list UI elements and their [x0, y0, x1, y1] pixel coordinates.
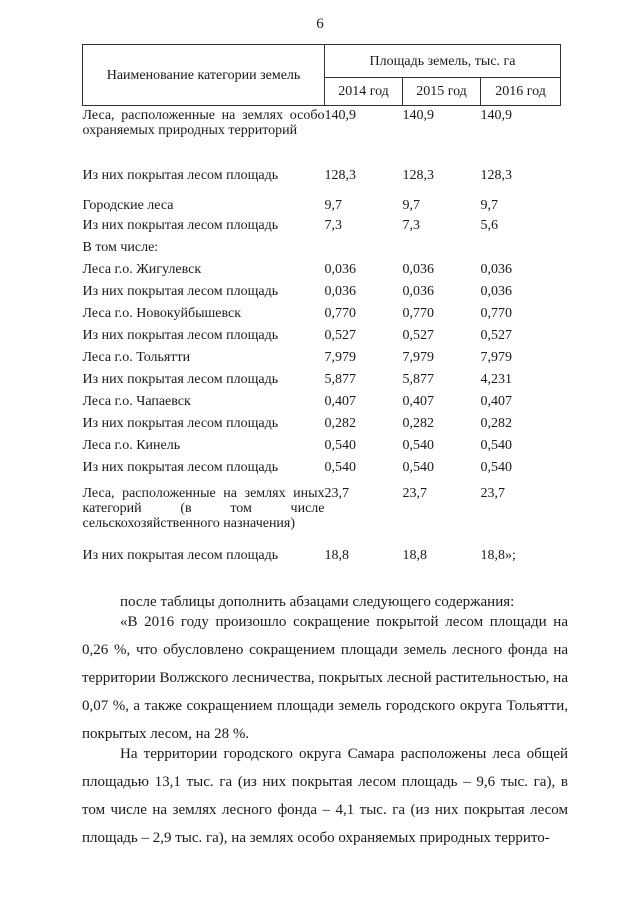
table-row	[83, 548, 561, 570]
value-2014: 0,540	[324, 460, 356, 475]
value-2016: 23,7	[480, 486, 505, 501]
header-land-area: Площадь земель, тыс. га	[325, 45, 561, 78]
row-name: Леса г.о. Новокуйбышевск	[82, 306, 242, 321]
value-2015: 0,540	[402, 438, 434, 453]
table-row	[83, 372, 561, 394]
value-2014: 128,3	[324, 168, 356, 183]
value-2014: 23,7	[324, 486, 349, 501]
table-row	[83, 168, 561, 190]
value-2016: 0,282	[480, 416, 512, 431]
value-2016: 0,770	[480, 306, 512, 321]
header-year-2015: 2015 год	[403, 78, 481, 106]
table-row	[83, 240, 561, 262]
table-row	[83, 482, 561, 548]
paragraph-samara-forests: На территории городского округа Самара расположены леса общей площадью 13,1 тыс. га (из них покрытая лесом площадь – 9,6 тыс. га), в том числе на землях лесного фонда – 4,1 тыс. га (из них покрытая лесом площадь – 2,9 тыс. га), на землях особо охраняемых природных террито-	[82, 746, 568, 846]
amendment-intro: после таблицы дополнить абзацами следующего содержания:	[120, 594, 515, 610]
row-name: Леса г.о. Жигулевск	[82, 262, 202, 277]
value-2016: 0,407	[480, 394, 512, 409]
table-row	[83, 438, 561, 460]
value-2014: 9,7	[324, 198, 342, 213]
value-2015: 0,036	[402, 284, 434, 299]
value-2015: 0,527	[402, 328, 434, 343]
value-2016: 0,036	[480, 284, 512, 299]
row-name: Леса, расположенные на землях особо охраняемых природных территорий	[82, 108, 325, 138]
row-name: Из них покрытая лесом площадь	[82, 168, 279, 183]
value-2014: 7,979	[324, 350, 356, 365]
row-name: Из них покрытая лесом площадь	[82, 284, 279, 299]
table-row	[83, 460, 561, 482]
table-row	[83, 262, 561, 284]
value-2014	[325, 240, 403, 262]
value-2015: 7,3	[402, 218, 420, 233]
value-2016: 5,6	[480, 218, 498, 233]
table-row	[83, 218, 561, 240]
table-row	[83, 394, 561, 416]
value-2015: 0,407	[402, 394, 434, 409]
value-2015: 0,540	[402, 460, 434, 475]
value-2014: 5,877	[324, 372, 356, 387]
value-2016: 18,8»;	[480, 548, 516, 563]
row-name: Из них покрытая лесом площадь	[82, 460, 279, 475]
value-2015: 0,036	[402, 262, 434, 277]
value-2016: 0,540	[480, 438, 512, 453]
value-2014: 0,770	[324, 306, 356, 321]
value-2014: 0,282	[324, 416, 356, 431]
value-2015: 9,7	[402, 198, 420, 213]
value-2015: 128,3	[402, 168, 434, 183]
row-name: Леса г.о. Чапаевск	[82, 394, 191, 409]
row-name: Из них покрытая лесом площадь	[82, 372, 279, 387]
value-2014: 0,540	[324, 438, 356, 453]
row-name: Из них покрытая лесом площадь	[82, 218, 279, 233]
row-name: Городские леса	[82, 198, 174, 213]
table-row	[83, 328, 561, 350]
value-2014: 7,3	[324, 218, 342, 233]
paragraph-forest-reduction: «В 2016 году произошло сокращение покрытой лесом площади на 0,26 %, что обусловлено сокращением площади земель лесного фонда на территории Волжского лесничества, покрытых лесной растительностью, на 0,07 %, а также сокращением площади земель городского округа Тольятти, покрытых лесом, на 28 %.	[82, 614, 568, 742]
value-2014: 0,036	[324, 284, 356, 299]
row-name: Из них покрытая лесом площадь	[82, 548, 279, 563]
row-name: Из них покрытая лесом площадь	[82, 328, 279, 343]
value-2015: 7,979	[402, 350, 434, 365]
row-name: Леса г.о. Кинель	[82, 438, 181, 453]
value-2015: 5,877	[402, 372, 434, 387]
value-2014: 0,407	[324, 394, 356, 409]
table-row	[83, 106, 561, 169]
table-row	[83, 190, 561, 218]
value-2014: 0,527	[324, 328, 356, 343]
value-2016: 0,527	[480, 328, 512, 343]
value-2015: 0,770	[402, 306, 434, 321]
value-2015: 0,282	[402, 416, 434, 431]
table-row	[83, 350, 561, 372]
page-number: 6	[316, 16, 324, 32]
header-category-name: Наименование категории земель	[83, 45, 325, 106]
header-year-2014: 2014 год	[325, 78, 403, 106]
header-year-2016: 2016 год	[481, 78, 561, 106]
forest-area-table	[82, 44, 561, 570]
value-2016: 7,979	[480, 350, 512, 365]
row-name: Леса г.о. Тольятти	[82, 350, 191, 365]
value-2015: 23,7	[402, 486, 427, 501]
row-name: Из них покрытая лесом площадь	[82, 416, 279, 431]
table-row	[83, 306, 561, 328]
value-2016	[481, 240, 561, 262]
value-2014: 0,036	[324, 262, 356, 277]
value-2016: 140,9	[480, 108, 512, 123]
value-2014: 18,8	[324, 548, 349, 563]
value-2014: 140,9	[324, 108, 356, 123]
row-name: В том числе:	[82, 240, 159, 255]
value-2016: 9,7	[480, 198, 498, 213]
value-2016: 0,036	[480, 262, 512, 277]
value-2016: 128,3	[480, 168, 512, 183]
row-name: Леса, расположенные на землях иных категорий (в том числе сельскохозяйственного назначения)	[82, 486, 325, 531]
value-2016: 0,540	[480, 460, 512, 475]
value-2015: 18,8	[402, 548, 427, 563]
value-2015	[403, 240, 481, 262]
table-row	[83, 416, 561, 438]
value-2015: 140,9	[402, 108, 434, 123]
table-row	[83, 284, 561, 306]
value-2016: 4,231	[480, 372, 512, 387]
